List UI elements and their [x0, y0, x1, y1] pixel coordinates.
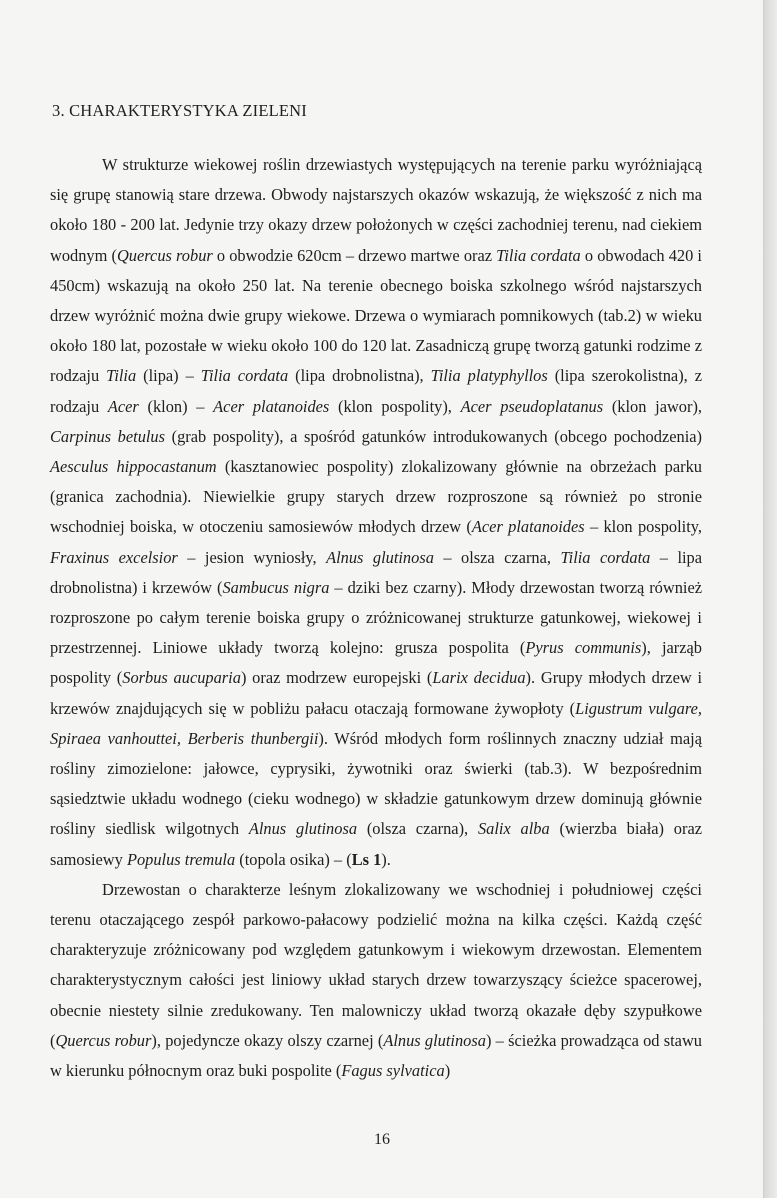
latin-species-name: Acer platanoides — [213, 396, 330, 416]
latin-species-name: Quercus robur — [55, 1030, 152, 1050]
text-run: (topola osika) – ( — [235, 849, 352, 869]
latin-species-name: Alnus glutinosa — [326, 547, 434, 567]
text-run: W strukturze wiekowej roślin drzewiastych występujących na terenie parku wyróżniającą się grupę stanowią stare drzewa. Obwody najstarszych okazów wskazują, że większość z nich ma około 180 - 200 lat. Jedynie trzy okazy drzew położonych w części zachodniej terenu, nad ciekiem wodnym ( — [50, 155, 702, 265]
latin-species-name: Salix alba — [477, 819, 550, 839]
latin-species-name: Tilia cordata — [496, 245, 581, 265]
latin-species-name: Quercus robur — [116, 245, 213, 265]
text-run: – klon pospolity, — [584, 517, 702, 537]
text-run: ), pojedyncze okazy olszy czarnej ( — [151, 1030, 384, 1050]
latin-species-name: Fagus sylvatica — [341, 1061, 445, 1081]
text-run: (klon jawor), — [603, 396, 703, 416]
section-heading: 3. CHARAKTERYSTYKA ZIELENI — [52, 101, 307, 120]
latin-species-name: Acer pseudoplatanus — [460, 396, 604, 416]
body-text — [50, 150, 702, 1086]
latin-species-name: Aesculus hippocastanum — [50, 457, 217, 477]
paragraph — [50, 875, 702, 1086]
latin-species-name: Tilia cordata — [560, 547, 651, 567]
text-run: Drzewostan o charakterze leśnym zlokalizowany we wschodniej i południowej części terenu otaczającego zespół parkowo-pałacowy podzielić można na kilka części. Każdą część charakteryzuje zróżnicowany pod względem gatunkowym i wiekowym drzewostan. Elementem charakterystycznym całości jest liniowy układ starych drzew towarzyszący ścieżce spacerowej, obecnie niestety silnie zredukowany. Ten malowniczy układ tworzą okazałe dęby szypułkowe ( — [50, 879, 702, 1050]
text-run: ) — [444, 1061, 451, 1081]
latin-species-name: Tilia — [106, 366, 137, 386]
latin-species-name: Pyrus communis — [525, 638, 642, 658]
latin-species-name: Acer platanoides — [471, 517, 585, 537]
latin-species-name: Sorbus aucuparia — [122, 668, 241, 688]
page-number: 16 — [374, 1131, 390, 1148]
text-run: ) oraz modrzew europejski ( — [240, 668, 433, 688]
text-run: (klon pospolity), — [329, 396, 461, 416]
text-run: o obwodzie 620cm – drzewo martwe oraz — [212, 245, 497, 265]
text-run: (kasztanowiec pospolity) zlokalizowany głównie na obrzeżach parku (granica zachodnia). Niewielkie grupy starych drzew rozproszone są również po stronie wschodniej boiska, w otoczeniu samosiewów młodych drzew ( — [50, 457, 702, 537]
latin-species-name: Larix decidua — [432, 668, 526, 688]
text-run: ). Wśród młodych form roślinnych znaczny udział mają rośliny zimozielone: jałowce, cyprysiki, żywotniki oraz świerki (tab.3). W bezpośrednim sąsiedztwie układu wodnego (cieku wodnego) w składzie gatunkowym drzew dominują głównie rośliny siedlisk wilgotnych — [50, 728, 702, 839]
latin-species-name: Acer — [107, 396, 139, 416]
text-run: – olsza czarna, — [433, 547, 561, 567]
text-run: – jesion wyniosły, — [177, 547, 327, 567]
latin-species-name: Fraxinus excelsior — [50, 547, 178, 567]
scan-page-edge — [764, 0, 777, 1198]
latin-species-name: Tilia platyphyllos — [430, 366, 548, 386]
text-run: (wierzba biała) oraz samosiewy — [50, 819, 703, 869]
text-run: (klon) – — [138, 396, 214, 416]
latin-species-name: Populus tremula — [126, 849, 236, 869]
text-run: ), jarząb pospolity ( — [50, 638, 702, 688]
latin-species-name: Alnus glutinosa — [248, 819, 358, 839]
latin-species-name: Ligustrum vulgare, Spiraea vanhouttei, Berberis thunbergii — [50, 698, 702, 748]
text-run: (lipa drobnolistna), — [288, 366, 431, 386]
bold-reference: Ls 1 — [351, 849, 382, 869]
text-run: (olsza czarna), — [357, 819, 478, 839]
text-run: ) – ścieżka prowadząca od stawu w kierunku północnym oraz buki pospolite ( — [50, 1030, 702, 1081]
latin-species-name: Tilia cordata — [200, 366, 289, 386]
text-run: (lipa) – — [136, 366, 201, 386]
text-run: ). Grupy młodych drzew i krzewów znajdujących się w pobliżu pałacu otaczają formowane żywopłoty ( — [50, 668, 702, 718]
text-run: – lipa drobnolistna) i krzewów ( — [50, 547, 703, 597]
text-run: – dziki bez czarny). Młody drzewostan tworzą również rozproszone po całym terenie boiska grupy o zróżnicowanej strukturze gatunkowej, wiekowej i przestrzennej. Liniowe układy tworzą kolejno: grusza pospolita ( — [50, 577, 703, 658]
latin-species-name: Sambucus nigra — [222, 577, 330, 597]
latin-species-name: Alnus glutinosa — [383, 1030, 486, 1050]
text-run: (lipa szerokolistna), z rodzaju — [50, 366, 702, 416]
text-run: ). — [381, 849, 391, 869]
paragraph — [50, 150, 702, 875]
text-run: (grab pospolity), a spośród gatunków introdukowanych (obcego pochodzenia) — [165, 426, 702, 446]
latin-species-name: Carpinus betulus — [50, 426, 166, 446]
text-run: o obwodach 420 i 450cm) wskazują na około 250 lat. Na terenie obecnego boiska szkolnego wśród najstarszych drzew wyróżnić można dwie grupy wiekowe. Drzewa o wymiarach pomnikowych (tab.2) w wieku około 180 lat, pozostałe w wieku około 100 do 120 lat. Zasadniczą grupę tworzą gatunki rodzime z rodzaju — [50, 245, 702, 386]
